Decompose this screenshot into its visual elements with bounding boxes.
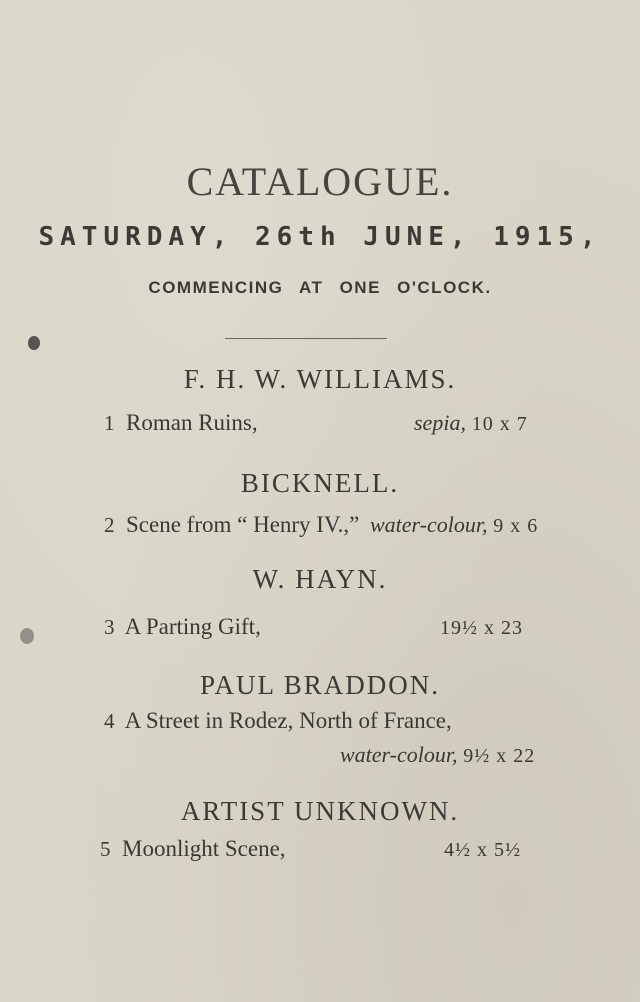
lot-title: A Street in Rodez, North of France,	[124, 708, 452, 733]
artist-heading: ARTIST UNKNOWN.	[180, 796, 460, 826]
lot-dimensions: 9½ x 22	[463, 745, 536, 767]
lot-details	[370, 512, 538, 538]
lot-title: Roman Ruins,	[126, 410, 258, 435]
lot-medium: water-colour,	[340, 742, 458, 767]
artist-heading: F. H. W. WILLIAMS.	[183, 364, 457, 394]
lot-medium: sepia,	[414, 410, 466, 435]
lot-dimensions: 19½ x 23	[440, 617, 523, 639]
lot-entry	[104, 614, 261, 640]
lot-entry	[104, 708, 452, 734]
lot-details	[414, 410, 528, 436]
lot-number: 3	[104, 615, 115, 639]
artist-heading: BICKNELL.	[240, 468, 400, 498]
paper-stain	[20, 628, 34, 644]
lot-details	[340, 742, 535, 768]
lot-entry	[104, 512, 359, 538]
catalogue-title: CATALOGUE.	[186, 159, 454, 204]
lot-details	[440, 614, 523, 640]
divider-rule	[225, 338, 387, 339]
lot-title: Scene from “ Henry IV.,”	[126, 512, 360, 537]
paper-stain	[28, 336, 40, 350]
lot-title: Moonlight Scene,	[122, 836, 286, 861]
lot-number: 5	[100, 837, 111, 861]
sale-time: COMMENCING AT ONE O'CLOCK.	[148, 278, 492, 297]
lot-number: 2	[104, 513, 115, 537]
lot-number: 4	[104, 709, 115, 733]
lot-details	[444, 836, 521, 862]
artist-heading: PAUL BRADDON.	[199, 670, 441, 700]
lot-entry	[100, 836, 286, 862]
lot-entry	[104, 410, 258, 436]
lot-medium: water-colour,	[370, 512, 488, 537]
sale-date: SATURDAY, 26th JUNE, 1915,	[38, 222, 602, 252]
artist-heading: W. HAYN.	[252, 564, 388, 594]
lot-dimensions: 10 x 7	[471, 413, 528, 435]
lot-dimensions: 4½ x 5½	[444, 839, 521, 861]
lot-number: 1	[104, 411, 115, 435]
lot-title: A Parting Gift,	[124, 614, 261, 639]
lot-dimensions: 9 x 6	[493, 515, 539, 537]
